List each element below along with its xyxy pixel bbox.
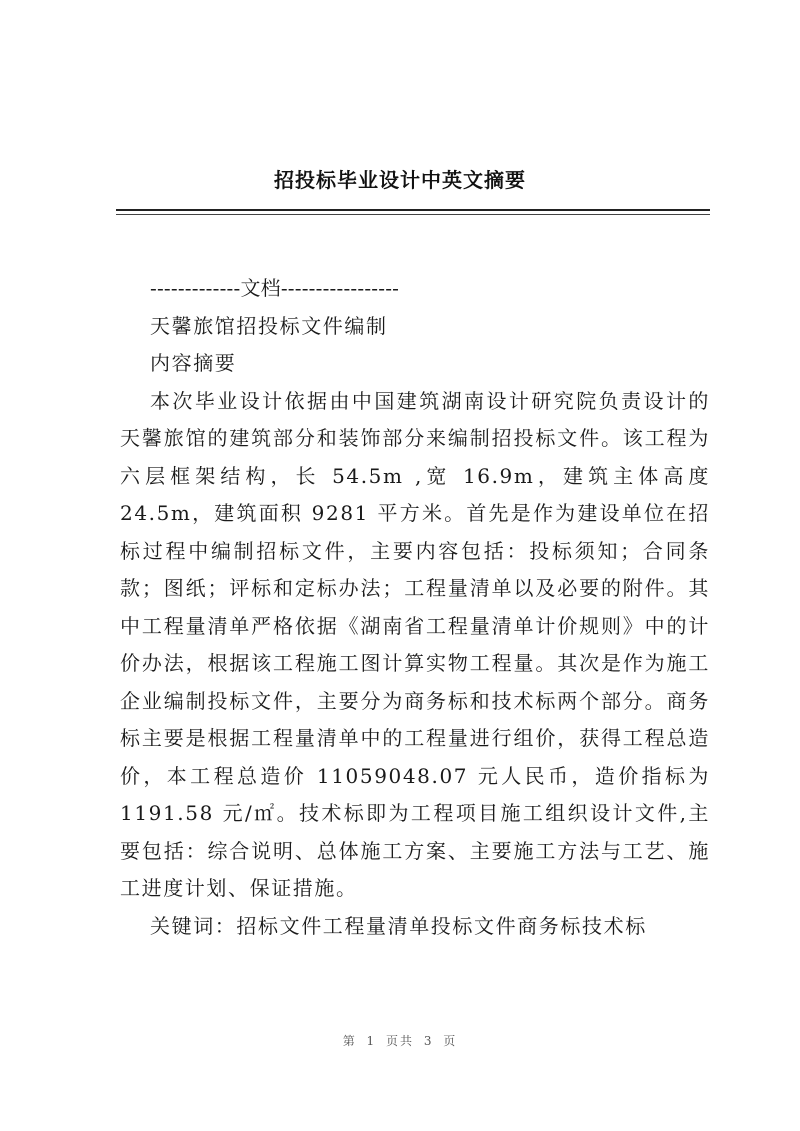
document-marker-line: -------------文档----------------- <box>150 276 400 300</box>
header-divider-thin <box>116 214 710 215</box>
page-number: 第 1 页共 3 页 <box>342 1034 458 1048</box>
project-title: 天馨旅馆招投标文件编制 <box>150 313 388 338</box>
section-heading: 内容摘要 <box>150 351 237 375</box>
keywords-line: 关键词：招标文件工程量清单投标文件商务标技术标 <box>150 913 647 938</box>
abstract-paragraph: 本次毕业设计依据由中国建筑湖南设计研究院负责设计的天馨旅馆的建筑部分和装饰部分来编制招投标文件。该工程为六层框架结构，长 54.5m ,宽 16.9m，建筑主体高度 24.5m，建筑面积 9281 平方米。首先是作为建设单位在招标过程中编制招标文件，主要内容包括：投标须知；合同条款；图纸；评标和定标办法；工程量清单以及必要的附件。其中工程量清单严格依据《湖南省工程量清单计价规则》中的计价办法，根据该工程施工图计算实物工程量。其次是作为施工企业编制投标文件，主要分为商务标和技术标两个部分。商务标主要是根据工程量清单中的工程量进行组价，获得工程总造价，本工程总造价 11059048.07 元人民币，造价指标为 1191.58 元/㎡。技术标即为工程项目施工组织设计文件,主要包括：综合说明、总体施工方案、主要施工方法与工艺、施工进度计划、保证措施。 <box>120 388 710 900</box>
document-body <box>120 270 710 945</box>
document-title: 招投标毕业设计中英文摘要 <box>274 168 526 192</box>
header-divider-thick <box>116 209 710 211</box>
